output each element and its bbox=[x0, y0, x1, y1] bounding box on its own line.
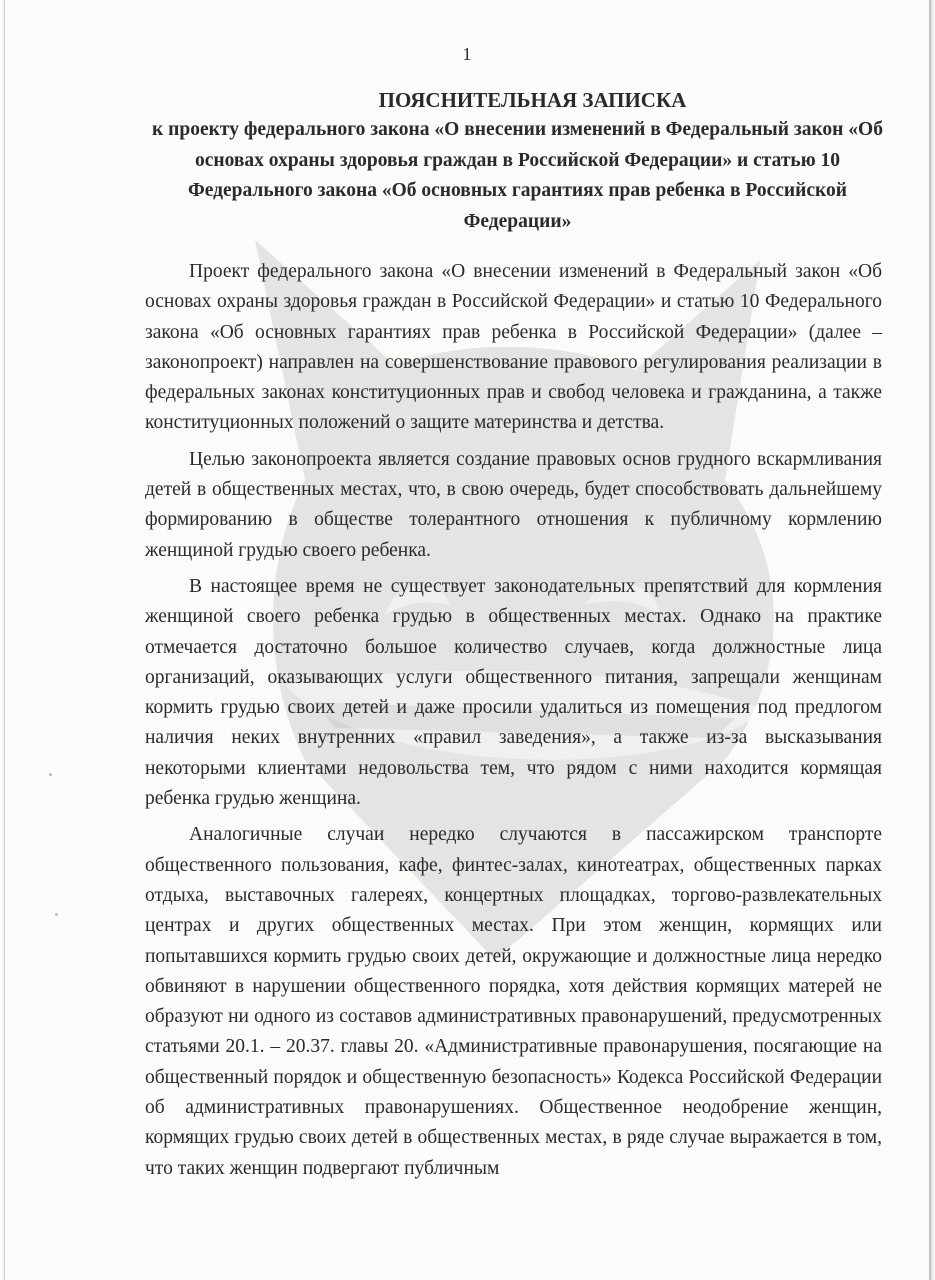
scan-speck bbox=[55, 913, 58, 916]
document-page bbox=[4, 0, 931, 1280]
page-number: 1 bbox=[462, 44, 472, 64]
document-body bbox=[145, 257, 882, 1184]
document-subtitle: к проекту федерального закона «О внесении изменений в Федеральный закон «Об основах охраны здоровья граждан в Российской Федерации» и статью 10 Федерального закона «Об основных гарантиях прав ребенка в Российской Федерации» bbox=[152, 119, 883, 232]
paragraph: Проект федерального закона «О внесении изменений в Федеральный закон «Об основах охраны здоровья граждан в Российской Федерации» и статью 10 Федерального закона «Об основных гарантиях прав ребенка в Российской Федерации» (далее – законопроект) направлен на совершенствование правового регулирования реализации в федеральных законах конституционных прав и свобод человека и гражданина, а также конституционных положений о защите материнства и детства. bbox=[145, 261, 882, 434]
scan-speck bbox=[49, 773, 52, 776]
paragraph: В настоящее время не существует законодательных препятствий для кормления женщиной своего ребенка грудью в общественных местах. Однако на практике отмечается достаточно большое количество случаев, когда должностные лица организаций, оказывающих услуги общественного питания, запрещали женщинам кормить грудью своих детей и даже просили удалиться из помещения под предлогом наличия неких внутренних «правил заведения», а также из-за высказывания некоторыми клиентами недовольства тем, что рядом с ними находится кормящая ребенка грудью женщина. bbox=[145, 575, 882, 810]
paragraph: Целью законопроекта является создание правовых основ грудного вскармливания детей в общественных местах, что, в свою очередь, будет способствовать дальнейшему формированию в обществе толерантного отношения к публичному кормлению женщиной грудью своего ребенка. bbox=[145, 448, 882, 561]
document-heading bbox=[145, 85, 890, 237]
paragraph: Аналогичные случаи нередко случаются в пассажирском транспорте общественного пользования, кафе, финтес-залах, кинотеатрах, общественных парках отдыха, выставочных галереях, концертных площадках, торгово-развлекательных центрах и других общественных местах. При этом женщин, кормящих или попытавшихся кормить грудью своих детей, окружающие и должностные лица нередко обвиняют в нарушении общественного порядка, хотя действия кормящих матерей не образуют ни одного из составов административных правонарушений, предусмотренных статьями 20.1. – 20.37. главы 20. «Административные правонарушения, посягающие на общественный порядок и общественную безопасность» Кодекса Российской Федерации об административных правонарушениях. Общественное неодобрение женщин, кормящих грудью своих детей в общественных местах, в ряде случае выражается в том, что таких женщин подвергают публичным bbox=[145, 824, 882, 1179]
document-title: ПОЯСНИТЕЛЬНАЯ ЗАПИСКА bbox=[378, 88, 687, 112]
